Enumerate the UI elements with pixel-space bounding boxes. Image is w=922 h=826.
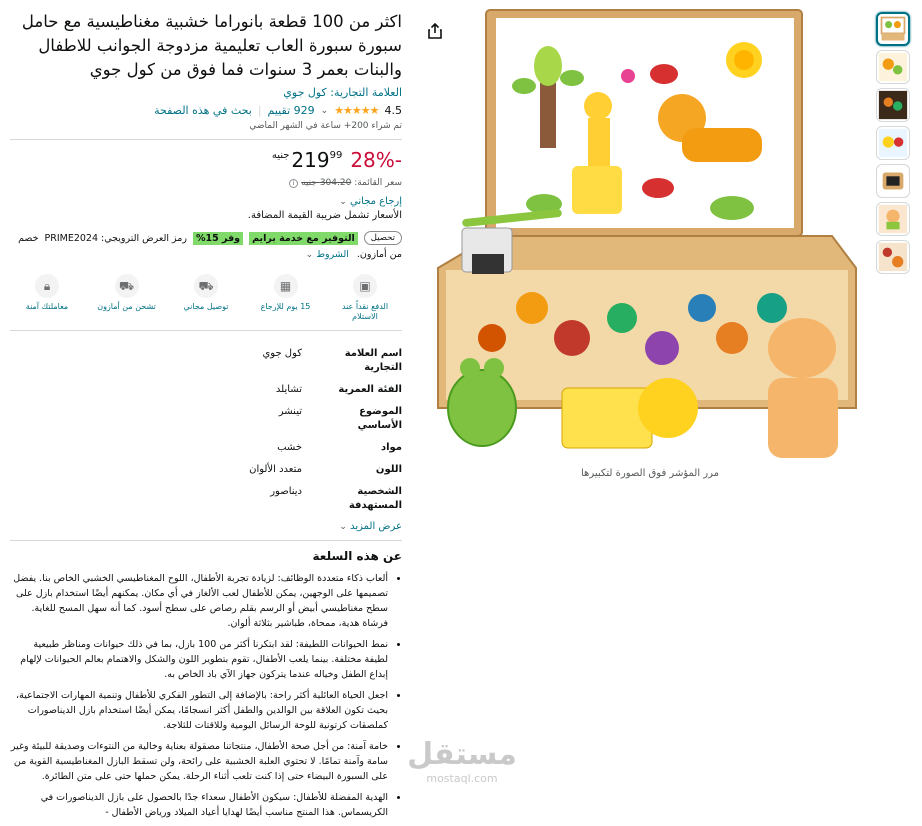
- dog-piece: [768, 318, 836, 378]
- watermark-line1: مستقل: [407, 737, 517, 772]
- free-returns-label: إرجاع مجاني: [350, 196, 402, 207]
- square-piece: [562, 388, 652, 448]
- info-icon[interactable]: i: [289, 179, 298, 188]
- badge-label: توصيل مجاني: [183, 302, 229, 311]
- secure-lock-icon: 🔒︎: [35, 274, 59, 298]
- thumbnail-image: [877, 89, 909, 121]
- calendar-15-icon: ▦: [274, 274, 298, 298]
- puzzle-piece: [478, 324, 506, 352]
- spec-key: اللون: [375, 464, 402, 475]
- price: [272, 148, 343, 172]
- spec-key: الشخصية المستهدفة: [348, 486, 402, 511]
- tree-leaf: [534, 46, 562, 86]
- tree-trunk: [540, 78, 556, 148]
- spec-value: متعدد الألوان: [249, 464, 302, 475]
- frog-eye: [484, 358, 504, 378]
- badge-label: معاملتك آمنة: [25, 302, 69, 311]
- giraffe-head: [584, 92, 612, 120]
- product-image[interactable]: [432, 8, 862, 468]
- spec-value: تشايلد: [275, 384, 302, 395]
- spec-row: [10, 441, 402, 455]
- spec-row: [10, 347, 402, 375]
- puzzle-piece: [516, 292, 548, 324]
- thumbnail-image: [877, 203, 909, 235]
- puzzle-piece: [554, 320, 590, 356]
- see-more-link[interactable]: [10, 521, 402, 532]
- chevron-down-icon[interactable]: ⌄: [320, 105, 329, 116]
- spec-key: الموضوع الأساسي: [357, 406, 402, 431]
- watermark-line2: mostaql.com: [426, 772, 498, 785]
- sun-center: [734, 50, 754, 70]
- thumbnail-strip: [876, 12, 910, 278]
- see-more-label: عرض المزيد: [350, 521, 402, 532]
- about-list: [10, 571, 402, 820]
- thumbnail-1[interactable]: [876, 12, 910, 46]
- about-bullet: • خامة آمنة: من أجل صحة الأطفال، منتجاتنا مصقولة بعناية وخالية من النتوءات وصديقة للبيئة وغير سامة وآمنة تمامًا. لا تحتوي العلبة الخشبية على رائحة، ولن تسقط البازل المغناطيسية القوية من على السبورة البيضاء حتى إذا كنت تلعب أثناء الرحلة. يمكن حملها حتى على متن الطائرة.: [10, 739, 388, 784]
- mushroom: [642, 178, 674, 198]
- discount-percent: -28%: [350, 148, 402, 172]
- return-box-icon: ▣: [353, 274, 377, 298]
- spec-value: تينشر: [278, 406, 302, 417]
- thumbnail-image: [877, 127, 909, 159]
- divider: [10, 540, 402, 541]
- separator: |: [257, 104, 262, 117]
- delivery-truck-icon: ⛟: [194, 274, 218, 298]
- promo-row: [10, 231, 402, 245]
- rating-row: [10, 104, 402, 117]
- spec-value: كول جوي: [262, 348, 302, 359]
- ladybug: [650, 64, 678, 84]
- spec-key: الفئة العمرية: [338, 384, 402, 395]
- rating-value: 4.5: [384, 104, 402, 117]
- spec-row: [10, 405, 402, 433]
- badge-free-delivery[interactable]: [175, 274, 237, 322]
- badge-secure[interactable]: [16, 274, 78, 322]
- about-bullet: • اجعل الحياة العائلية أكثر راحة: بالإضافة إلى التطور الفكري للأطفال وتنمية المهارات الاجتماعية، بحيث تكون العلاقة بين الوالدين والطفل أكثر انسجامًا، يمكن أيضًا استخدام بازل الديناصورات كملصقات كرتونية للوحة الرسائل اليومية وللاقتات للثلاجة.: [10, 688, 388, 733]
- service-badges: [10, 274, 402, 322]
- frog-eye: [460, 358, 480, 378]
- free-returns-link[interactable]: [10, 196, 402, 207]
- prime-savings-percent: وفر 15%: [193, 232, 243, 245]
- thumbnail-7[interactable]: [876, 240, 910, 274]
- badge-cod[interactable]: [334, 274, 396, 322]
- badge-ships-amazon[interactable]: [96, 274, 158, 322]
- thumbnail-4[interactable]: [876, 126, 910, 160]
- promo-terms-link[interactable]: [306, 249, 349, 260]
- badge-returns[interactable]: [255, 274, 317, 322]
- flower: [621, 69, 635, 83]
- chevron-down-icon: ⌄: [305, 250, 314, 260]
- prime-savings-highlight: التوفير مع خدمة برايم: [249, 232, 358, 245]
- spec-row: [10, 485, 402, 513]
- thumbnail-image: [877, 165, 909, 197]
- badge-label: تشحن من أمازون: [97, 302, 156, 311]
- spec-value: ديناصور: [270, 486, 302, 497]
- about-bullet: • ألعاب ذكاء متعددة الوظائف: لزيادة تجربة الأطفال، اللوح المغناطيسي الخشبي الخاص بنا. يفضل تصميمها على الوجهين، يمكن للأطفال لعب الألغاز في أي مكان. يمكنهم أيضًا استخدام بازل على سطح مغناطيسي أبيض أو الرسم بقلم رصاص على سطح أسود. كما أنه سهل المسح للغاية. فرشاة هدية، ممحاة، طباشير بثلاثة ألوان.: [10, 571, 388, 631]
- search-page-link[interactable]: بحث في هذه الصفحة: [154, 104, 252, 117]
- thumbnail-image: [877, 51, 909, 83]
- tiger-body: [682, 128, 762, 162]
- spec-row: [10, 383, 402, 397]
- divider: [10, 139, 402, 140]
- promo-terms-label: الشروط: [316, 249, 349, 260]
- promo-row-2: [10, 249, 402, 260]
- thumbnail-5[interactable]: [876, 164, 910, 198]
- spec-key: مواد: [380, 442, 402, 453]
- bought-count: تم شراء 200+ ساعة في الشهر الماضي: [249, 121, 402, 131]
- price-currency: جنيه: [271, 150, 290, 161]
- badge-label: الدفع نقداً عند الاستلام: [341, 302, 389, 321]
- spec-key: اسم العلامة التجارية: [344, 348, 402, 373]
- divider: [10, 330, 402, 331]
- puzzle-piece: [688, 294, 716, 322]
- bush: [710, 196, 754, 220]
- price-whole: 219: [291, 148, 330, 172]
- dog-body: [768, 378, 838, 458]
- giraffe-body: [572, 166, 622, 214]
- specs-table: [10, 347, 402, 513]
- about-bullet: • نمط الحيوانات اللطيفة: لقد ابتكرنا أكثر من 100 بازل، بما في ذلك حيوانات ومناظر طبيعية لطيفة مختلفة. بينما يلعب الأطفال، تقوم بتطوير اللون والشكل والاهتمام بعالم الحيوانات لإلهام إبداع الطفل وخياله عندما يتركون جهاز الآي باد الخاص به.: [10, 637, 388, 682]
- product-title: اكثر من 100 قطعة بانوراما خشبية مغناطيسية مع حامل سبورة سبورة العاب تعليمية مزدوجة الجوانب للاطفال والبنات بعمر 3 سنوات فما فوق من كول جوي: [21, 12, 402, 79]
- vat-note: الأسعار تشمل ضريبة القيمة المضافة.: [247, 210, 402, 221]
- puzzle-piece: [645, 331, 679, 365]
- puzzle-piece: [716, 322, 748, 354]
- eraser-felt: [472, 254, 504, 274]
- thumbnail-2[interactable]: [876, 50, 910, 84]
- brand-link[interactable]: العلامة التجارية: كول جوي: [283, 86, 402, 99]
- price-fraction: 99: [329, 150, 343, 161]
- thumbnail-image: [877, 241, 909, 273]
- giraffe: [588, 118, 610, 168]
- watermark: [404, 738, 520, 785]
- spec-value: خشب: [277, 442, 302, 453]
- promo-discount-word: خصم: [18, 232, 39, 244]
- list-price-label: سعر القائمة:: [354, 178, 402, 188]
- chevron-down-icon: ⌄: [339, 197, 347, 207]
- lion-piece: [638, 378, 698, 438]
- puzzle-piece: [607, 303, 637, 333]
- list-price-value: 304.20 جنيه: [301, 178, 352, 188]
- product-info: [10, 10, 402, 826]
- chevron-down-icon: ⌄: [339, 522, 347, 532]
- tree-leaf: [512, 78, 536, 94]
- spec-row: [10, 463, 402, 477]
- zoom-hint: مرر المؤشر فوق الصورة لتكبيرها: [581, 468, 719, 479]
- rating-stars[interactable]: ★★★★★: [334, 104, 379, 117]
- ratings-count-link[interactable]: 929 تقييم: [267, 104, 315, 117]
- thumbnail-image: [878, 14, 908, 44]
- promo-collect-button[interactable]: تحصيل: [364, 231, 402, 245]
- price-row: [10, 148, 402, 172]
- list-price: [10, 178, 402, 188]
- thumbnail-3[interactable]: [876, 88, 910, 122]
- thumbnail-6[interactable]: [876, 202, 910, 236]
- promo-code-text: رمز العرض الترويجي: PRIME2024: [44, 232, 187, 244]
- promo-from-amazon: من أمازون.: [356, 249, 402, 260]
- puzzle-piece: [757, 293, 787, 323]
- frog-piece: [448, 370, 516, 446]
- tree-leaf: [560, 70, 584, 86]
- about-heading: عن هذه السلعة: [312, 549, 402, 563]
- amazon-truck-icon: ⛟: [115, 274, 139, 298]
- about-bullet: • الهدية المفضلة للأطفال: سيكون الأطفال سعداء جدًا بالحصول على بازل الديناصورات في الكريسماس. هذا المنتج مناسب أيضًا لهدايا أعياد الميلاد ورياض الأطفال -: [10, 790, 388, 820]
- badge-label: 15 يوم للإرجاع: [260, 302, 311, 311]
